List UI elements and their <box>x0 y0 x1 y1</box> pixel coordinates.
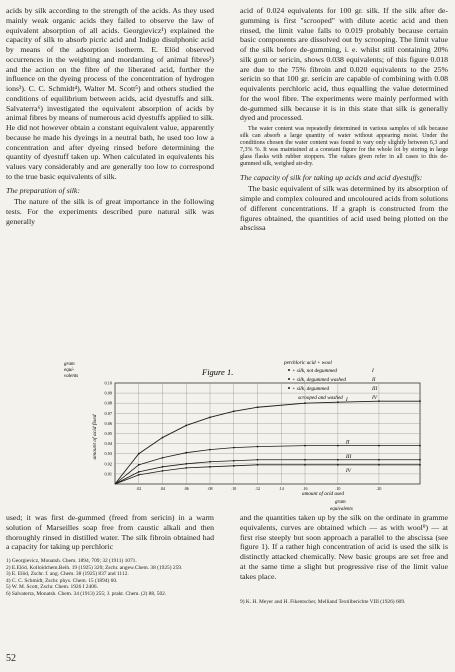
y-tick-label: 0.03 <box>104 451 112 457</box>
water-content-note: The water content was repeatedly determined in various samples of silk because silk can absorb a large quantity of water without appearing moist. Under the conditions chosen the water content was found to vary only slightly between 6,3 and 7,3% %. It was maintained at a constant figure for the whole lot by storing in large glass flasks with rubber stoppers. The values given refer in all cases to this de-gummed silk, weighed air-dry. <box>240 126 448 168</box>
x-tick-label: .10 <box>231 486 237 491</box>
legend-mark: III <box>372 386 378 392</box>
y-axis-label: amount of acid fixed <box>92 414 98 460</box>
y-tick-label: 0.05 <box>104 431 112 436</box>
data-point <box>162 470 164 472</box>
legend-entry: + silk, degummed <box>292 386 330 392</box>
legend-dot <box>288 369 290 371</box>
legend <box>283 360 378 404</box>
left-column-bottom <box>6 513 214 597</box>
data-point <box>162 466 164 468</box>
right-column-top <box>240 6 448 233</box>
data-point <box>138 464 140 466</box>
body-paragraph: used; it was first de-gummed (freed from sericin) in a warm solution of Marseilles soap free from caustic alkali and then thoroughly rinsed in distilled water. The silk fibroin obtained had a capacity for taking up perchloric <box>6 513 214 552</box>
left-column-top <box>6 6 214 227</box>
data-point <box>209 466 211 468</box>
curve-mark: IV <box>345 467 352 474</box>
data-point <box>419 445 421 447</box>
data-point <box>378 445 380 447</box>
body-paragraph: The nature of the silk is of great importance in the following tests. For the experiments described pure natural silk was generally <box>6 197 214 226</box>
data-point <box>419 464 421 466</box>
x-tick-label: .04 <box>160 486 165 491</box>
data-point <box>185 425 187 427</box>
x-tick-label: .16 <box>302 486 308 491</box>
x-tick-label: .02 <box>136 486 142 491</box>
data-point <box>378 400 380 402</box>
legend-dot <box>288 378 290 380</box>
x-tick-label: .08 <box>207 486 213 491</box>
data-point <box>209 449 211 451</box>
data-point <box>233 447 235 449</box>
legend-mark: IV <box>372 395 377 401</box>
right-column-bottom <box>240 513 448 606</box>
data-point <box>378 459 380 461</box>
data-point <box>138 474 140 476</box>
data-point <box>304 445 306 447</box>
data-point <box>162 437 164 439</box>
data-point <box>419 400 421 402</box>
page-number: 52 <box>6 653 16 664</box>
footnote: 5) W. M. Scott, Zschr. Chem. 1926 I 2406. <box>6 584 98 590</box>
data-point <box>185 452 187 454</box>
body-paragraph: acid of 0.024 equivalents for 100 gr. silk. If the silk after de-gumming is first "scrooped" with dilute acetic acid and then rinsed, the limit value falls to 0.019 probably because certain basic components are dissolved out by scrooping. The limit value of the silk before de-gumming, i. e. whilst still containing 20% silk gum or sericin, shows 0.038 equivalents; of this figure 0.018 are due to the 75% fibroin and 0.020 equivalents to the 25% sericin so that 100 gr. sericin are capable of combining with 0.08 equivalents perchloric acid, thus equalling the value determined for the wool fibre. The experiments were mainly performed with de-gummed silk because it is in this state that silk is generally dyed and processed. <box>240 6 448 123</box>
data-point <box>209 416 211 418</box>
data-point <box>257 459 259 461</box>
body-paragraph: The basic equivalent of silk was determined by its absorption of simple and complex coloured and uncoloured acids from solutions of different concentrations. If a graph is constructed from the figures obtained, the quantities of acid used being plotted on the abscissa <box>240 184 448 233</box>
body-paragraph: acids by silk according to the strength of the acids. As they used mainly weak organic acids they failed to observe the law of equivalent absorption of all acids. Georgievicz¹) explained the capacity of silk to absorb picric acid and Indigo disulphonic acid by means of the adsorption isotherm. E. Elöd observed occurrences in the weighting and mordanting of animal fibres²) and the action on the fibre of the liberated acid, further the influence on the dyeing process of the concentration of hydrogen ions³). C. C. Schmidt⁴), Walter M. Scott⁵) and others studied the conditions of equilibrium between acids, acid dyestuffs and silk. Salvaterra⁶) investigated the equivalent absorption of acids by animal fibres by means of numerous acid dyestuffs applied to silk. He did not however obtain a constant equivalent value, apparently because he made his dyeings in a neutral bath, he used too low a concentration and after dyeing rinsed before determining the quantity of dyestuff taken up. When calculated in equivalents his values vary considerably and are generally too low to correspond to the true basic equivalents of silk. <box>6 6 214 181</box>
data-point <box>337 445 339 447</box>
body-paragraph: and the quantities taken up by the silk on the ordinate in gramme equivalents, curves are obtained which — as with wool⁹) — at first rise steeply but soon approach a parallel to the abscissa (see figure 1). If a rather high concentration of acid is used the silk is distinctly attacked chemically. New basic groups are set free and at the same time a slight but progressive rise of the limit value takes place. <box>240 513 448 581</box>
y-unit-line: gram <box>64 362 75 367</box>
data-point <box>257 406 259 408</box>
curve-mark: III <box>345 453 352 460</box>
data-point <box>304 459 306 461</box>
data-point <box>337 459 339 461</box>
data-point <box>185 467 187 469</box>
data-point <box>185 463 187 465</box>
figure-title: Figure 1. <box>202 367 234 377</box>
legend-entry: + silk, not degummed <box>292 368 337 374</box>
data-point <box>419 459 421 461</box>
data-point <box>304 464 306 466</box>
x-tick-label: .20 <box>376 486 382 491</box>
y-tick-label: 0.01 <box>104 471 112 477</box>
data-point <box>378 464 380 466</box>
data-point <box>257 446 259 448</box>
curve-mark: II <box>345 439 350 446</box>
data-point <box>162 457 164 459</box>
data-point <box>233 410 235 412</box>
y-tick-label: 0.07 <box>104 410 112 416</box>
y-unit-line: equi- <box>64 368 75 373</box>
y-tick-label: 0.06 <box>104 420 112 426</box>
y-tick-label: 0.04 <box>104 441 112 447</box>
y-tick-label: 0.09 <box>104 390 112 396</box>
section-heading-capacity: The capacity of silk for taking up acids and acid dyestuffs: <box>240 172 423 182</box>
y-axis-unit-label <box>64 362 78 379</box>
legend-mark: II <box>372 377 376 383</box>
section-heading-preparation: The preparation of silk: <box>6 185 80 195</box>
footnote: 3) E. Elöd, Zschr. f. ang. Chem. 38 (1925) 837 and 1112. <box>6 571 129 577</box>
series-line <box>115 465 420 484</box>
data-point <box>233 460 235 462</box>
data-point <box>304 402 306 404</box>
data-point <box>337 401 339 403</box>
data-point <box>233 465 235 467</box>
data-curves <box>115 400 421 484</box>
data-point <box>257 464 259 466</box>
footnote: 6) Salvaterra, Monatsh. Chem. 34 (1913) 255; J. prakt. Chem. (2) 88, 502. <box>6 590 167 597</box>
series-line <box>115 401 420 484</box>
x-unit-line: gram <box>335 500 346 505</box>
x-unit-line: equivalents <box>330 507 353 512</box>
x-tick-label: .10 <box>335 486 341 491</box>
figure-1-chart <box>0 357 455 513</box>
legend-entry: + silk, degummed washed <box>292 377 346 383</box>
data-point <box>138 453 140 455</box>
y-tick-label: 0.08 <box>104 400 112 406</box>
y-tick-labels <box>104 381 112 477</box>
footnote: 2) E.Elöd, Kolloidchem.Beih. 19 (1925) 320; Zschr. angew.Chem. 38 (1925) 259. <box>6 564 183 571</box>
y-tick-label: 0.10 <box>104 380 112 386</box>
x-tick-label: .12 <box>255 486 260 491</box>
x-tick-labels <box>136 486 381 491</box>
footnote: 9) K. H. Meyer and H. Fikentscher, Melliand Textilberichte VIII (1926) 609. <box>240 599 406 606</box>
footnote: 4) C. C. Schmidt, Zschr. phys. Chem. 15 (1894) 60. <box>6 577 118 584</box>
x-tick-label: .14 <box>278 486 284 491</box>
series-line <box>115 460 420 484</box>
footnote: 1) Georgievicz, Monatsh. Chem. 1894, 709; 32 (1911) 1071. <box>6 558 137 564</box>
legend-dot <box>288 387 290 389</box>
y-tick-label: 0.02 <box>104 461 112 467</box>
x-axis-label: amount of acid used <box>302 491 344 497</box>
data-point <box>138 471 140 473</box>
data-point <box>209 461 211 463</box>
legend-title: perchloric acid + wool <box>284 360 332 366</box>
curve-marks <box>345 397 353 474</box>
y-unit-line: valents <box>64 374 79 379</box>
data-point <box>337 464 339 466</box>
footnotes <box>6 558 214 597</box>
legend-entry: scrooped and washed <box>298 395 343 401</box>
legend-mark: I <box>372 368 374 374</box>
x-tick-label: .06 <box>183 486 189 491</box>
curve-mark: I <box>345 397 348 404</box>
